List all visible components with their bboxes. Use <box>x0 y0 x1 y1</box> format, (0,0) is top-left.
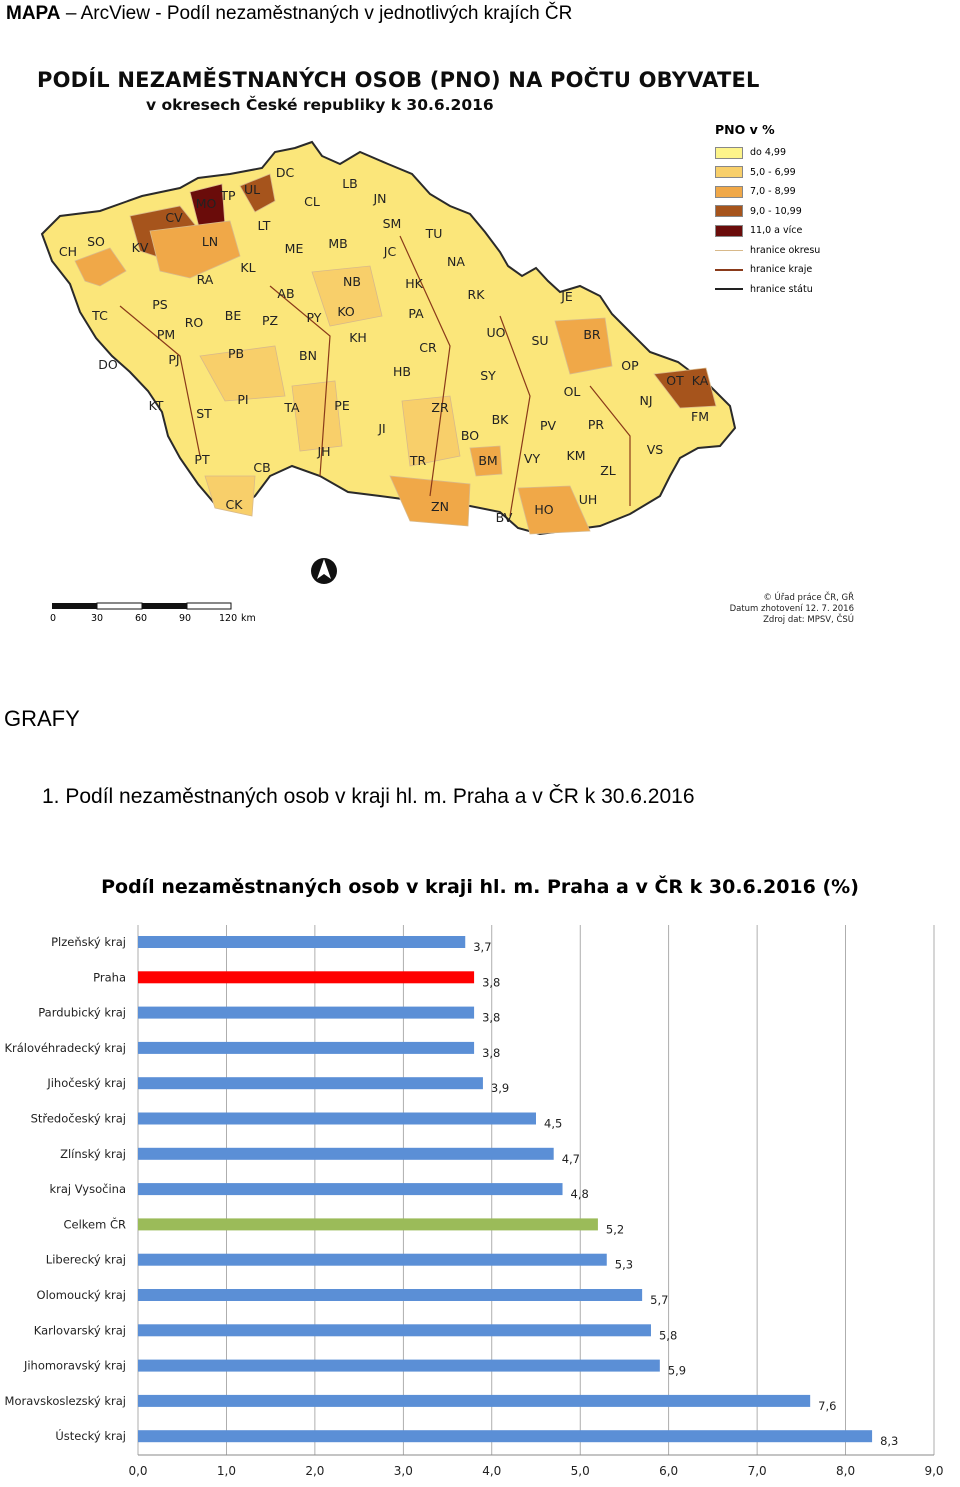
district-label: CR <box>419 340 437 355</box>
bar <box>138 1007 474 1019</box>
district-label: JE <box>561 289 573 304</box>
bar <box>138 1218 598 1230</box>
category-label: Středočeský kraj <box>30 1111 126 1126</box>
scale-label: 90 <box>179 613 192 624</box>
district-label: KH <box>349 330 367 345</box>
district-label: TP <box>220 188 236 203</box>
district-label: NJ <box>639 393 653 408</box>
district-label: NB <box>343 274 361 289</box>
scale-label: 30 <box>91 613 104 624</box>
district-label: ST <box>196 406 212 421</box>
legend-item <box>715 182 845 202</box>
data-label: 4,5 <box>544 1116 563 1131</box>
bar <box>138 1148 554 1160</box>
document-title-rest: – ArcView - Podíl nezaměstnaných v jednotlivých krajích ČR <box>60 3 573 24</box>
bar <box>138 936 465 948</box>
district-label: KM <box>566 448 586 463</box>
category-label: Praha <box>93 970 126 985</box>
bar <box>138 1113 536 1125</box>
legend-swatch <box>715 205 743 217</box>
tick-label: 5,0 <box>570 1464 590 1478</box>
legend-item <box>715 163 845 183</box>
category-label: Zlínský kraj <box>60 1146 126 1161</box>
document-title <box>6 3 572 25</box>
section-heading-grafy: GRAFY <box>4 706 80 731</box>
district-label: BO <box>460 428 480 443</box>
bar <box>138 1254 607 1266</box>
district-label: BK <box>491 412 509 427</box>
legend-swatch <box>715 186 743 198</box>
district-label: JN <box>373 191 387 206</box>
category-label: kraj Vysočina <box>49 1182 126 1197</box>
bar <box>138 1042 474 1054</box>
legend-swatch <box>715 147 743 159</box>
district-label: LT <box>257 218 271 233</box>
district-label: KA <box>691 373 709 388</box>
district-label: CK <box>225 497 243 512</box>
legend-line <box>715 250 743 251</box>
scale-label: 120 <box>219 613 238 624</box>
legend-label: 7,0 - 8,99 <box>750 186 796 198</box>
legend-line <box>715 269 743 271</box>
district-label: VY <box>523 451 541 466</box>
district-label: SU <box>531 333 549 348</box>
district-label: RO <box>184 315 204 330</box>
district-label: KL <box>240 260 256 275</box>
district-label: LB <box>342 176 358 191</box>
data-label: 5,7 <box>650 1293 669 1307</box>
bar <box>138 1360 660 1372</box>
district-label: BR <box>583 327 601 342</box>
legend-label: hranice státu <box>750 283 813 295</box>
scale-bar <box>52 602 232 610</box>
map-credits <box>720 593 854 626</box>
bar <box>138 1183 563 1195</box>
bar <box>138 1289 642 1301</box>
legend-item <box>715 221 845 241</box>
district-label: UH <box>578 492 598 507</box>
district-label: FM <box>691 409 709 424</box>
data-label: 3,8 <box>482 1045 501 1060</box>
legend-line <box>715 288 743 290</box>
district-label: VS <box>646 442 664 457</box>
legend-item <box>715 280 845 300</box>
bar <box>138 971 474 983</box>
district-label: BM <box>478 453 498 468</box>
category-label: Jihočeský kraj <box>47 1076 126 1091</box>
district-label: JH <box>317 444 331 459</box>
district-label: HO <box>534 502 554 517</box>
scale-unit: km <box>241 613 256 624</box>
district-label: PM <box>156 327 176 342</box>
district-label: KT <box>148 398 164 413</box>
legend-title: PNO v % <box>715 122 775 137</box>
district-label: PE <box>334 398 350 413</box>
district-label: PZ <box>261 313 279 328</box>
district-label: MB <box>328 236 348 251</box>
category-label: Celkem ČR <box>63 1217 126 1232</box>
map-legend <box>715 122 845 299</box>
unemployment-bar-chart <box>0 920 960 1487</box>
district-label: OP <box>621 358 639 373</box>
district-label: SY <box>480 368 496 383</box>
district-label: SM <box>382 216 402 231</box>
map-title: PODÍL NEZAMĚSTNANÝCH OSOB (PNO) NA POČTU OBYVATEL <box>37 68 760 92</box>
legend-label: do 4,99 <box>750 147 787 159</box>
district-label: OT <box>666 373 684 388</box>
district-label: ZR <box>431 400 449 415</box>
district-label: BN <box>299 348 317 363</box>
district-label: PT <box>194 452 210 467</box>
district-label: TU <box>425 226 443 241</box>
district-label: HK <box>405 276 423 291</box>
district-label: PJ <box>168 352 180 367</box>
tick-label: 0,0 <box>128 1464 148 1478</box>
chart-title: Podíl nezaměstnaných osob v kraji hl. m. Praha a v ČR k 30.6.2016 (%) <box>101 876 859 898</box>
tick-label: 7,0 <box>747 1464 767 1478</box>
map-subtitle: v okresech České republiky k 30.6.2016 <box>146 96 494 114</box>
bar <box>138 1395 810 1407</box>
district-label: KO <box>337 304 355 319</box>
district-label: MO <box>195 196 217 211</box>
czech-republic-outline <box>42 142 735 534</box>
bar <box>138 1324 651 1336</box>
district-label: BV <box>495 510 513 525</box>
data-label: 7,6 <box>818 1398 837 1413</box>
district-label: PY <box>306 310 322 325</box>
district-label: PR <box>587 417 605 432</box>
category-label: Jihomoravský kraj <box>23 1358 126 1373</box>
category-label: Moravskoslezský kraj <box>4 1393 126 1408</box>
district-label: UO <box>486 325 506 340</box>
data-label: 5,3 <box>614 1257 634 1272</box>
legend-label: hranice okresu <box>750 244 821 256</box>
legend-swatch <box>715 166 743 178</box>
category-label: Pardubický kraj <box>38 1005 126 1020</box>
tick-label: 8,0 <box>836 1464 856 1478</box>
category-label: Olomoucký kraj <box>36 1288 126 1302</box>
legend-item <box>715 260 845 280</box>
tick-label: 6,0 <box>659 1464 679 1478</box>
tick-label: 2,0 <box>305 1464 325 1478</box>
category-label: Liberecký kraj <box>45 1252 126 1267</box>
district-label: LN <box>201 234 219 249</box>
district-label: JC <box>383 244 397 259</box>
district-label: PI <box>237 392 249 407</box>
district-label: DC <box>275 165 295 180</box>
district-label: PV <box>539 418 557 433</box>
district-label: CH <box>58 244 78 259</box>
category-label: Plzeňský kraj <box>51 935 126 949</box>
tick-label: 9,0 <box>924 1464 944 1478</box>
district-label: KV <box>131 240 149 255</box>
data-label: 3,9 <box>490 1081 510 1096</box>
district-label: PA <box>408 306 424 321</box>
legend-label: hranice kraje <box>750 264 813 276</box>
district-label: CV <box>165 210 183 225</box>
credit-line: Datum zhotovení 12. 7. 2016 <box>729 604 854 614</box>
document-title-bold: MAPA <box>6 3 61 24</box>
tick-label: 1,0 <box>216 1464 236 1478</box>
chart1-heading: 1. Podíl nezaměstnaných osob v kraji hl. m. Praha a v ČR k 30.6.2016 <box>42 785 695 808</box>
data-label: 3,8 <box>482 975 501 990</box>
district-label: HB <box>393 364 411 379</box>
district-label: ME <box>284 241 304 256</box>
tick-label: 3,0 <box>393 1464 413 1478</box>
district-label: CB <box>253 460 271 475</box>
scale-label: 60 <box>135 613 148 624</box>
data-label: 4,7 <box>561 1151 580 1166</box>
district-label: ZL <box>600 463 616 478</box>
district-label: RA <box>196 272 214 287</box>
category-label: Ústecký kraj <box>55 1429 126 1444</box>
legend-label: 5,0 - 6,99 <box>750 166 796 178</box>
data-label: 4,8 <box>570 1187 589 1202</box>
credit-line: Zdroj dat: MPSV, ČSÚ <box>763 615 854 625</box>
district-label: SO <box>87 234 105 249</box>
legend-label: 11,0 a více <box>750 225 803 237</box>
district-label: PS <box>152 297 168 312</box>
data-label: 5,9 <box>667 1363 687 1378</box>
legend-label: 9,0 - 10,99 <box>750 205 802 217</box>
scale-labels <box>52 613 262 627</box>
district-label: JI <box>378 421 386 436</box>
tick-label: 4,0 <box>482 1464 502 1478</box>
district-label: PB <box>227 346 245 361</box>
bar <box>138 1077 483 1089</box>
legend-item <box>715 143 845 163</box>
district-label: TA <box>284 400 300 415</box>
credit-line: © Úřad práce ČR, GŘ <box>763 593 854 603</box>
district-label: ZN <box>431 499 449 514</box>
district-label: UL <box>243 182 261 197</box>
category-label: Karlovarský kraj <box>33 1323 126 1338</box>
district-label: BE <box>224 308 242 323</box>
district-label: TR <box>409 453 427 468</box>
district-label: CL <box>304 194 320 209</box>
category-label: Královéhradecký kraj <box>4 1040 126 1055</box>
district-label: DO <box>98 357 118 372</box>
data-label: 8,3 <box>880 1434 899 1449</box>
data-label: 5,2 <box>605 1222 625 1237</box>
bar <box>138 1430 872 1442</box>
north-arrow-icon <box>311 558 337 584</box>
legend-item <box>715 241 845 261</box>
district-label: RK <box>467 287 485 302</box>
district-label: OL <box>563 384 581 399</box>
scale-label: 0 <box>50 613 57 624</box>
data-label: 3,7 <box>473 940 492 954</box>
data-label: 5,8 <box>658 1328 678 1343</box>
data-label: 3,8 <box>482 1010 501 1025</box>
legend-item <box>715 202 845 222</box>
district-label: AB <box>277 286 295 301</box>
district-label: NA <box>447 254 465 269</box>
legend-swatch <box>715 225 743 237</box>
district-label: TC <box>92 308 108 323</box>
